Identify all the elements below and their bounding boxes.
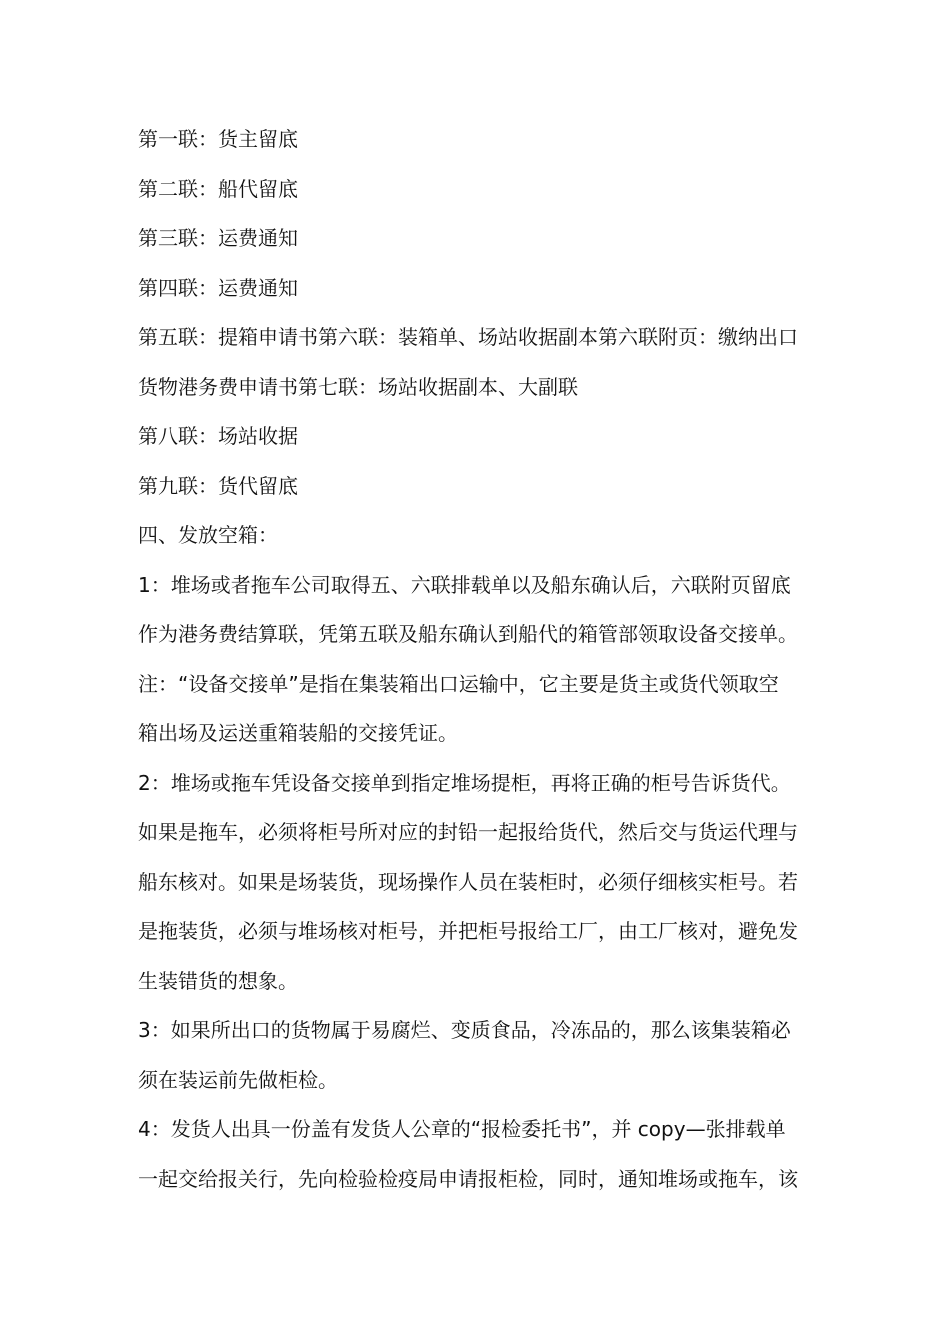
text-line-10: 1：堆场或者拖车公司取得五、六联排载单以及船东确认后，六联附页留底 bbox=[138, 572, 791, 597]
text-line-22: 一起交给报关行，先向检验检疫局申请报柜检，同时，通知堆场或拖车，该 bbox=[138, 1166, 798, 1191]
text-line-13: 箱出场及运送重箱装船的交接凭证。 bbox=[138, 721, 458, 745]
text-line-6: 货物港务费申请书第七联：场站收据副本、大副联 bbox=[138, 374, 578, 399]
text-line-4: 第四联：运费通知 bbox=[138, 275, 298, 300]
text-line-18: 生装错货的想象。 bbox=[138, 968, 298, 993]
text-line-19: 3：如果所出口的货物属于易腐烂、变质食品，冷冻品的，那么该集装箱必 bbox=[138, 1018, 791, 1042]
text-line-1: 第一联：货主留底 bbox=[138, 127, 298, 151]
text-line-8: 第九联：货代留底 bbox=[138, 473, 298, 498]
text-line-3: 第三联：运费通知 bbox=[138, 226, 298, 250]
text-line-2: 第二联：船代留底 bbox=[138, 176, 298, 201]
section-heading: 四、发放空箱： bbox=[138, 523, 278, 547]
text-line-20: 须在装运前先做柜检。 bbox=[138, 1067, 338, 1092]
document-body bbox=[138, 115, 828, 1204]
text-line-7: 第八联：场站收据 bbox=[138, 424, 298, 448]
text-line-14: 2：堆场或拖车凭设备交接单到指定堆场提柜，再将正确的柜号告诉货代。 bbox=[138, 770, 791, 795]
text-line-11: 作为港务费结算联，凭第五联及船东确认到船代的箱管部领取设备交接单。 bbox=[138, 622, 798, 646]
text-line-17: 是拖装货，必须与堆场核对柜号，并把柜号报给工厂，由工厂核对，避免发 bbox=[138, 919, 798, 943]
text-line-12: 注：“设备交接单”是指在集装箱出口运输中，它主要是货主或货代领取空 bbox=[138, 671, 779, 696]
text-line-5: 第五联：提箱申请书第六联：装箱单、场站收据副本第六联附页：缴纳出口 bbox=[138, 325, 798, 349]
text-line-15: 如果是拖车，必须将柜号所对应的封铅一起报给货代，然后交与货运代理与 bbox=[138, 820, 798, 844]
text-line-21: 4：发货人出具一份盖有发货人公章的“报检委托书”，并 copy—张排载单 bbox=[138, 1117, 786, 1141]
text-line-16: 船东核对。如果是场装货，现场操作人员在装柜时，必须仔细核实柜号。若 bbox=[138, 869, 798, 894]
